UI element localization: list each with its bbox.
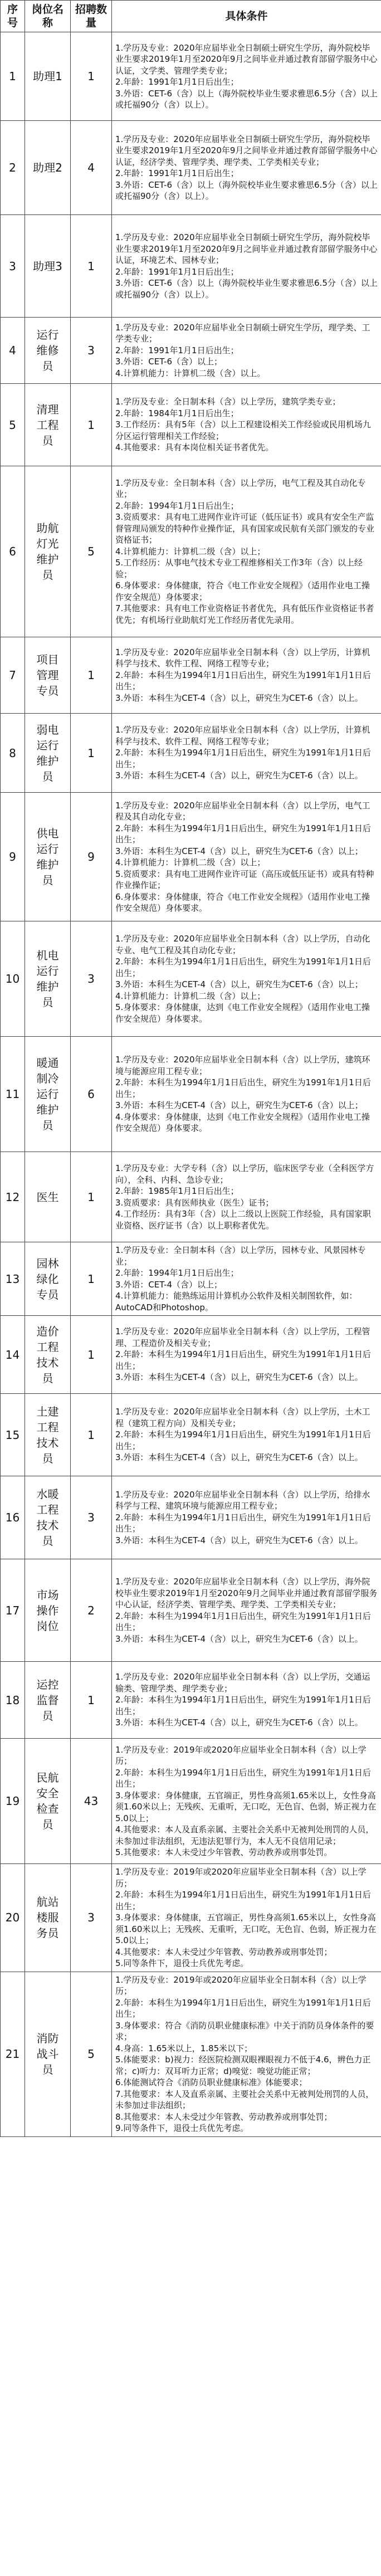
requirements-cell bbox=[112, 32, 381, 121]
row-number: 13 bbox=[1, 1242, 25, 1316]
requirement-line: 3.外语：CET-6（含）以上； bbox=[115, 357, 223, 367]
requirements-cell bbox=[112, 714, 381, 793]
position-name: 土建工程技术员 bbox=[25, 1394, 71, 1476]
position-name: 园林绿化专员 bbox=[25, 1242, 71, 1316]
table-row bbox=[1, 121, 381, 215]
row-number: 9 bbox=[1, 793, 25, 921]
requirement-line: 2.年龄：1991年1月1日后出生； bbox=[115, 77, 239, 87]
requirement-line: 3.身体要求：身体健康，五官端正，男性身高须1.65米以上，女性身高须1.60米以上；无残疾、无重听，无口吃，无色盲、色弱，矫正视力在5.0以上； bbox=[115, 1913, 377, 1945]
requirement-line: 2.年龄：本科生为1994年1月1日后出生，研究生为1991年1月1日后出生； bbox=[115, 1997, 371, 2019]
position-name: 运控监督员 bbox=[25, 1662, 71, 1739]
hiring-count: 6 bbox=[71, 1037, 112, 1152]
hiring-count: 1 bbox=[71, 1316, 112, 1394]
requirement-line: 2.年龄：本科生为1994年1月1日后出生，研究生为1991年1月1日后出生； bbox=[115, 1890, 371, 1911]
requirement-line: 3.身体要求：符合《消防员职业健康标准》中关于消防员身体条件的要求； bbox=[115, 2020, 374, 2042]
requirement-line: 1.学历及专业：2020年应届毕业全日制本科（含）以上学历，土木工程（建筑工程方向）及相关专业； bbox=[115, 1407, 370, 1428]
row-number: 11 bbox=[1, 1037, 25, 1152]
requirement-line: 2.年龄：本科生为1994年1月1日后出生，研究生为1991年1月1日后出生； bbox=[115, 1077, 371, 1099]
requirement-line: 3.外语：本科生为CET-4（含）以上，研究生为CET-6（含）以上； bbox=[115, 846, 363, 856]
position-name: 助理3 bbox=[25, 215, 71, 318]
requirement-line: 3.外语：本科生为CET-4（含）以上，研究生为CET-6（含）以上。 bbox=[115, 1452, 363, 1463]
row-number: 10 bbox=[1, 921, 25, 1037]
row-number: 17 bbox=[1, 1559, 25, 1662]
requirement-line: 1.学历及专业：全日制本科（含）以上学历，电气工程及其自动化专业； bbox=[115, 477, 366, 500]
requirement-line: 2.年龄：1991年1月1日后出生； bbox=[115, 168, 239, 178]
hiring-count: 1 bbox=[71, 215, 112, 318]
table-row bbox=[1, 1476, 381, 1559]
header-name: 岗位名称 bbox=[25, 1, 71, 32]
row-number: 3 bbox=[1, 215, 25, 318]
requirement-line: 6.身体要求：身体健康，符合《电工作业安全规程》（适用作业电工操作安全规范）身体要求。 bbox=[115, 891, 370, 913]
requirement-line: 1.学历及专业：2019年或2020年应届毕业全日制本科（含）以上学历； bbox=[115, 1974, 367, 1996]
requirement-line: 4.工作经历：具有3年（含）以上二级以上医院工作经验，具有国家职业资格、医疗证书（含）以上职称者优先。 bbox=[115, 1209, 371, 1231]
requirement-line: 1.学历及专业：2020年应届毕业全日制本科（含）以上学历，建筑环境与能源应用工程专业； bbox=[115, 1055, 370, 1076]
requirement-line: 9.同等条件下，退役士兵优先考虑。 bbox=[115, 2123, 249, 2133]
requirement-line: 7.其他要求：具有电工作业资格证书者优先，具有低压作业资格证书者优先；有机场行业助航灯光工作经历者优先录用。 bbox=[115, 603, 374, 625]
requirement-line: 4.其他要求：具有本岗位相关证书者优先。 bbox=[115, 442, 274, 453]
requirement-line: 2.年龄：本科生为1994年1月1日后出生，研究生为1991年1月1日后出生； bbox=[115, 823, 371, 845]
requirement-line: 3.外语：本科生为CET-4（含）以上，研究生为CET-6（含）以上； bbox=[115, 979, 363, 989]
requirement-line: 5.身体要求：身体健康，达到《电工作业安全规程》（适用作业电工操作安全规范）身体要求。 bbox=[115, 1002, 370, 1024]
requirement-line: 1.学历及专业：2020年应届毕业全日制硕士研究生学历，海外院校毕业生要求2019年1月至2020年9月之间毕业并通过教育部留学服务中心认证，环境艺术、园林专业； bbox=[115, 232, 378, 265]
table-row bbox=[1, 1662, 381, 1739]
requirement-line: 1.学历及专业：2020年应届毕业全日制本科（含）以上学历，自动化专业、电气工程及其自动化专业； bbox=[115, 934, 370, 955]
table-row bbox=[1, 466, 381, 637]
hiring-count: 1 bbox=[71, 1662, 112, 1739]
table-row bbox=[1, 637, 381, 714]
position-name: 清理工程员 bbox=[25, 384, 71, 466]
requirement-line: 8.其他要求：本人未受过少年管教、劳动教养或刑事处罚； bbox=[115, 2111, 333, 2122]
table-row bbox=[1, 1739, 381, 1864]
requirement-line: 4.其他要求：本人未受过少年管教、劳动教养或刑事处罚； bbox=[115, 1946, 333, 1957]
table-body bbox=[1, 32, 381, 2137]
position-name: 民航安全检查员 bbox=[25, 1739, 71, 1864]
hiring-count: 2 bbox=[71, 1559, 112, 1662]
hiring-count: 43 bbox=[71, 1739, 112, 1864]
hiring-count: 3 bbox=[71, 318, 112, 384]
row-number: 7 bbox=[1, 637, 25, 714]
requirement-line: 2.年龄：1991年1月1日后出生； bbox=[115, 266, 239, 277]
requirement-line: 4.计算机能力：计算机二级（含）以上。 bbox=[115, 368, 266, 378]
requirement-line: 2.年龄：1991年1月1日后出生； bbox=[115, 345, 239, 355]
requirements-cell bbox=[112, 1316, 381, 1394]
hiring-count: 1 bbox=[71, 384, 112, 466]
row-number: 8 bbox=[1, 714, 25, 793]
requirement-line: 2.年龄：本科生为1994年1月1日后出生，研究生为1991年1月1日后出生； bbox=[115, 670, 371, 692]
table-row bbox=[1, 1559, 381, 1662]
requirement-line: 6.体能测试符合《消防员职业健康标准》体能要求； bbox=[115, 2077, 307, 2087]
requirement-line: 2.年龄：本科生为1994年1月1日后出生，研究生为1991年1月1日后出生； bbox=[115, 1512, 371, 1534]
hiring-count: 3 bbox=[71, 1864, 112, 1972]
requirement-line: 5.其他要求：本人未受过少年管教、劳动教养或刑事处罚。 bbox=[115, 1847, 333, 1857]
table-row bbox=[1, 32, 381, 121]
row-number: 4 bbox=[1, 318, 25, 384]
hiring-count: 1 bbox=[71, 1152, 112, 1242]
row-number: 12 bbox=[1, 1152, 25, 1242]
requirements-cell bbox=[112, 1037, 381, 1152]
requirement-line: 1.学历及专业：2020年应届毕业全日制本科（含）以上学历，给排水科学与工程、建筑环境与能源应用工程专业； bbox=[115, 1489, 370, 1511]
row-number: 18 bbox=[1, 1662, 25, 1739]
position-name: 水暖工程技术员 bbox=[25, 1476, 71, 1559]
position-name: 机电运行维护员 bbox=[25, 921, 71, 1037]
header-req: 具体条件 bbox=[112, 1, 381, 32]
hiring-count: 3 bbox=[71, 921, 112, 1037]
requirement-line: 1.学历及专业：2020年应届毕业全日制本科（含）以上学历，交通运输类、管理学类、理学类专业； bbox=[115, 1672, 370, 1694]
requirement-line: 2.年龄：本科生为1994年1月1日后出生，研究生为1991年1月1日后出生； bbox=[115, 1695, 371, 1716]
requirements-cell bbox=[112, 466, 381, 637]
requirement-line: 1.学历及专业：2019年或2020年应届毕业全日制本科（含）以上学历； bbox=[115, 1744, 367, 1766]
requirement-line: 1.学历及专业：2020年应届毕业全日制本科（含）以上学历，计算机科学与技术、软件工程、网络工程等专业； bbox=[115, 725, 370, 747]
requirement-line: 3.外语：CET-6（含）以上（海外院校毕业生要求雅思6.5分（含）以上或托福90分（含）以上）。 bbox=[115, 278, 378, 300]
requirement-line: 1.学历及专业：2020年应届毕业全日制本科（含）以上学历，工程管理、工程造价及相关专业； bbox=[115, 1326, 370, 1348]
requirements-cell bbox=[112, 384, 381, 466]
row-number: 14 bbox=[1, 1316, 25, 1394]
row-number: 15 bbox=[1, 1394, 25, 1476]
requirement-line: 3.外语：本科生为CET-4（含）以上，研究生为CET-6（含）以上。 bbox=[115, 1633, 363, 1644]
position-name: 医生 bbox=[25, 1152, 71, 1242]
requirement-line: 4.身体要求：身体健康，达到《电工作业安全规程》（适用作业电工操作安全规范）身体要求。 bbox=[115, 1111, 370, 1134]
position-name: 市场操作岗位 bbox=[25, 1559, 71, 1662]
requirements-cell bbox=[112, 1394, 381, 1476]
requirement-line: 4.其他要求：本人及直系亲属、主要社会关系中无被判处刑罚的人员，未参加过非法组织，无违法犯罪行为，本人无不良信用记录； bbox=[115, 1824, 374, 1846]
requirement-line: 3.资质要求：具有医师执业（医生）证书； bbox=[115, 1197, 274, 1208]
hiring-count: 4 bbox=[71, 121, 112, 215]
requirements-cell bbox=[112, 318, 381, 384]
table-row bbox=[1, 1037, 381, 1152]
requirement-line: 3.外语：CET-6（含）以上（海外院校毕业生要求雅思6.5分（含）以上或托福90分（含）以上）。 bbox=[115, 88, 378, 110]
requirements-cell bbox=[112, 921, 381, 1037]
row-number: 2 bbox=[1, 121, 25, 215]
requirement-line: 3.外语：本科生为CET-4（含）以上，研究生为CET-6（含）以上； bbox=[115, 1100, 363, 1111]
hiring-count: 1 bbox=[71, 1242, 112, 1316]
table-row bbox=[1, 318, 381, 384]
hiring-count: 1 bbox=[71, 637, 112, 714]
requirements-cell bbox=[112, 1242, 381, 1316]
requirement-line: 1.学历及专业：2020年应届毕业全日制硕士研究生学历，理学类、工学类专业； bbox=[115, 322, 370, 344]
row-number: 20 bbox=[1, 1864, 25, 1972]
requirement-line: 2.年龄：本科生为1994年1月1日后出生，研究生为1991年1月1日后出生； bbox=[115, 748, 371, 769]
requirement-line: 2.年龄：本科生为1994年1月1日后出生，研究生为1991年1月1日后出生； bbox=[115, 1611, 371, 1632]
position-name: 助理2 bbox=[25, 121, 71, 215]
requirement-line: 7.其他要求：本人及直系亲属、主要社会关系中无被判处刑罚的人员，未参加过非法组织； bbox=[115, 2089, 374, 2110]
hiring-count: 1 bbox=[71, 714, 112, 793]
position-name: 供电运行维护员 bbox=[25, 793, 71, 921]
requirement-line: 5.资质要求：具有电工进网作业许可证（高压或低压证书）或具有特种作业操作证； bbox=[115, 869, 374, 890]
position-name: 消防战斗员 bbox=[25, 1972, 71, 2136]
requirements-cell bbox=[112, 793, 381, 921]
position-name: 项目管理专员 bbox=[25, 637, 71, 714]
table-row bbox=[1, 215, 381, 318]
position-name: 航站楼服务员 bbox=[25, 1864, 71, 1972]
requirement-line: 1.学历及专业：全日制本科（含）以上学历，建筑学类专业； bbox=[115, 397, 341, 407]
requirement-line: 1.学历及专业：2020年应届毕业全日制本科（含）以上学历，海外院校毕业生要求2019年1月至2020年9月之间毕业并通过教育部留学服务中心认证，经济学类、管理学类、理学类、工学类相关专业； bbox=[115, 1577, 378, 1609]
requirements-cell bbox=[112, 1739, 381, 1864]
requirements-cell bbox=[112, 1152, 381, 1242]
requirement-line: 2.年龄：1984年1月1日后出生； bbox=[115, 408, 239, 418]
requirement-line: 4.身高：1.65米以上，1.85米以下； bbox=[115, 2043, 253, 2053]
position-name: 助航灯光维护员 bbox=[25, 466, 71, 637]
row-number: 6 bbox=[1, 466, 25, 637]
requirement-line: 2.年龄：本科生为1994年1月1日后出生，研究生为1991年1月1日后出生； bbox=[115, 1430, 371, 1451]
row-number: 21 bbox=[1, 1972, 25, 2136]
requirement-line: 3.身体要求：身体健康，五官端正，男性身高须1.65米以上，女性身高须1.60米以上；无残疾、无重听，无口吃，无色盲、色弱，矫正视力在5.0以上； bbox=[115, 1790, 377, 1823]
requirement-line: 4.计算机能力：能熟练运用计算机办公软件及相关制图软件，如：AutoCAD和Photoshop。 bbox=[115, 1291, 358, 1313]
requirement-line: 5.体能要求：b)视力：经医院检测双眼裸眼视力不低于4.6，辨色力正常；c)听力：双耳听力正常；d)嗅觉：嗅觉功能正常； bbox=[115, 2055, 371, 2076]
table-row bbox=[1, 793, 381, 921]
position-name: 助理1 bbox=[25, 32, 71, 121]
requirement-line: 1.学历及专业：2020年应届毕业全日制硕士研究生学历，海外院校毕业生要求2019年1月至2020年9月之间毕业并通过教育部留学服务中心认证，文学类、管理学类专业； bbox=[115, 42, 378, 76]
requirement-line: 5.同等条件下，退役士兵优先考虑。 bbox=[115, 1958, 249, 1968]
hiring-count: 3 bbox=[71, 1476, 112, 1559]
table-header-row bbox=[1, 1, 381, 32]
requirement-line: 5.工作经历：从事电气技术专业工程维修相关工作3年（含）以上经验； bbox=[115, 558, 363, 579]
requirement-line: 2.年龄：1985年1月1日后出生； bbox=[115, 1186, 239, 1196]
table-row bbox=[1, 1242, 381, 1316]
row-number: 1 bbox=[1, 32, 25, 121]
hiring-count: 5 bbox=[71, 466, 112, 637]
hiring-count: 1 bbox=[71, 1394, 112, 1476]
hiring-count: 5 bbox=[71, 1972, 112, 2136]
table-row bbox=[1, 1864, 381, 1972]
requirement-line: 4.计算机能力：计算机二级（含）以上； bbox=[115, 857, 266, 867]
table-row bbox=[1, 1394, 381, 1476]
table-row bbox=[1, 384, 381, 466]
requirements-cell bbox=[112, 121, 381, 215]
requirements-cell bbox=[112, 1972, 381, 2136]
hiring-count: 1 bbox=[71, 32, 112, 121]
position-name: 运行维修员 bbox=[25, 318, 71, 384]
row-number: 5 bbox=[1, 384, 25, 466]
position-name: 弱电运行维护员 bbox=[25, 714, 71, 793]
requirement-line: 3.外语：本科生为CET-4（含）以上，研究生为CET-6（含）以上。 bbox=[115, 1718, 363, 1728]
requirements-cell bbox=[112, 1559, 381, 1662]
hiring-count: 9 bbox=[71, 793, 112, 921]
requirement-line: 1.学历及专业：2020年应届毕业全日制本科（含）以上学历，计算机科学与技术、软件工程、网络工程等专业； bbox=[115, 647, 370, 669]
requirement-line: 2.年龄：本科生为1994年1月1日后出生，研究生为1991年1月1日后出生； bbox=[115, 1767, 371, 1789]
table-row bbox=[1, 714, 381, 793]
requirement-line: 2.年龄：1994年1月1日后出生； bbox=[115, 1268, 239, 1278]
requirement-line: 4.计算机能力：计算机二级（含）以上； bbox=[115, 546, 266, 557]
table-row bbox=[1, 1316, 381, 1394]
requirements-cell bbox=[112, 215, 381, 318]
requirement-line: 3.外语：本科生为CET-4（含）以上，研究生为CET-6（含）以上。 bbox=[115, 692, 363, 703]
requirement-line: 3.资质要求：具有电工进网作业许可证（低压证书）或具有安全生产监督管理局颁发的特种作业操作证，具有国家或民航有关部门颁发的专业资格证书； bbox=[115, 512, 375, 545]
requirement-line: 2.年龄：本科生为1994年1月1日后出生，研究生为1991年1月1日后出生； bbox=[115, 957, 371, 978]
requirements-cell bbox=[112, 1864, 381, 1972]
position-name: 暖通制冷运行维护员 bbox=[25, 1037, 71, 1152]
requirement-line: 1.学历及专业：全日制本科（含）以上学历，园林专业、风景园林专业； bbox=[115, 1245, 366, 1267]
table-row bbox=[1, 921, 381, 1037]
requirement-line: 1.学历及专业：2020年应届毕业全日制硕士研究生学历，海外院校毕业生要求2019年1月至2020年9月之间毕业并通过教育部留学服务中心认证，经济学类、管理学类、理学类、工学类相关专业； bbox=[115, 134, 378, 167]
header-count: 招聘数量 bbox=[71, 1, 112, 32]
table-row bbox=[1, 1972, 381, 2136]
requirement-line: 4.计算机能力：计算机二级（含）以上； bbox=[115, 991, 266, 1001]
requirement-line: 3.外语：本科生为CET-4（含）以上，研究生为CET-6（含）以上。 bbox=[115, 1372, 363, 1383]
requirements-cell bbox=[112, 637, 381, 714]
requirement-line: 1.学历及专业：2020年应届毕业全日制本科（含）以上学历，电气工程及其自动化专业； bbox=[115, 800, 370, 822]
header-no: 序号 bbox=[1, 1, 25, 32]
table-row bbox=[1, 1152, 381, 1242]
requirement-line: 3.外语：本科生为CET-4（含）以上，研究生为CET-6（含）以上。 bbox=[115, 770, 363, 781]
requirement-line: 3.外语：CET-6（含）以上（海外院校毕业生要求雅思6.5分（含）以上或托福90分（含）以上）。 bbox=[115, 179, 378, 201]
row-number: 16 bbox=[1, 1476, 25, 1559]
row-number: 19 bbox=[1, 1739, 25, 1864]
requirement-line: 6.身体要求：身体健康，符合《电工作业安全规程》（适用作业电工操作安全规范）身体要求； bbox=[115, 580, 370, 602]
requirement-line: 1.学历及专业：大学专科（含）以上学历，临床医学专业（全科医学方向），全科、内科、急诊专业； bbox=[115, 1163, 374, 1185]
requirements-cell bbox=[112, 1476, 381, 1559]
requirement-line: 2.年龄：本科生为1994年1月1日后出生，研究生为1991年1月1日后出生； bbox=[115, 1349, 371, 1371]
requirement-line: 3.外语：本科生为CET-4（含）以上，研究生为CET-6（含）以上。 bbox=[115, 1535, 363, 1545]
requirement-line: 3.工作经历：具有5年（含）以上工程建设相关工作经验或民用机场九分区运行管理相关工作经验； bbox=[115, 419, 371, 441]
requirements-cell bbox=[112, 1662, 381, 1739]
position-name: 造价工程技术员 bbox=[25, 1316, 71, 1394]
requirement-line: 1.学历及专业：2019年或2020年应届毕业全日制本科（含）以上学历； bbox=[115, 1867, 367, 1889]
requirement-line: 3.外语：CET-4（含）以上； bbox=[115, 1279, 223, 1290]
requirement-line: 2.年龄：1994年1月1日后出生； bbox=[115, 500, 239, 511]
